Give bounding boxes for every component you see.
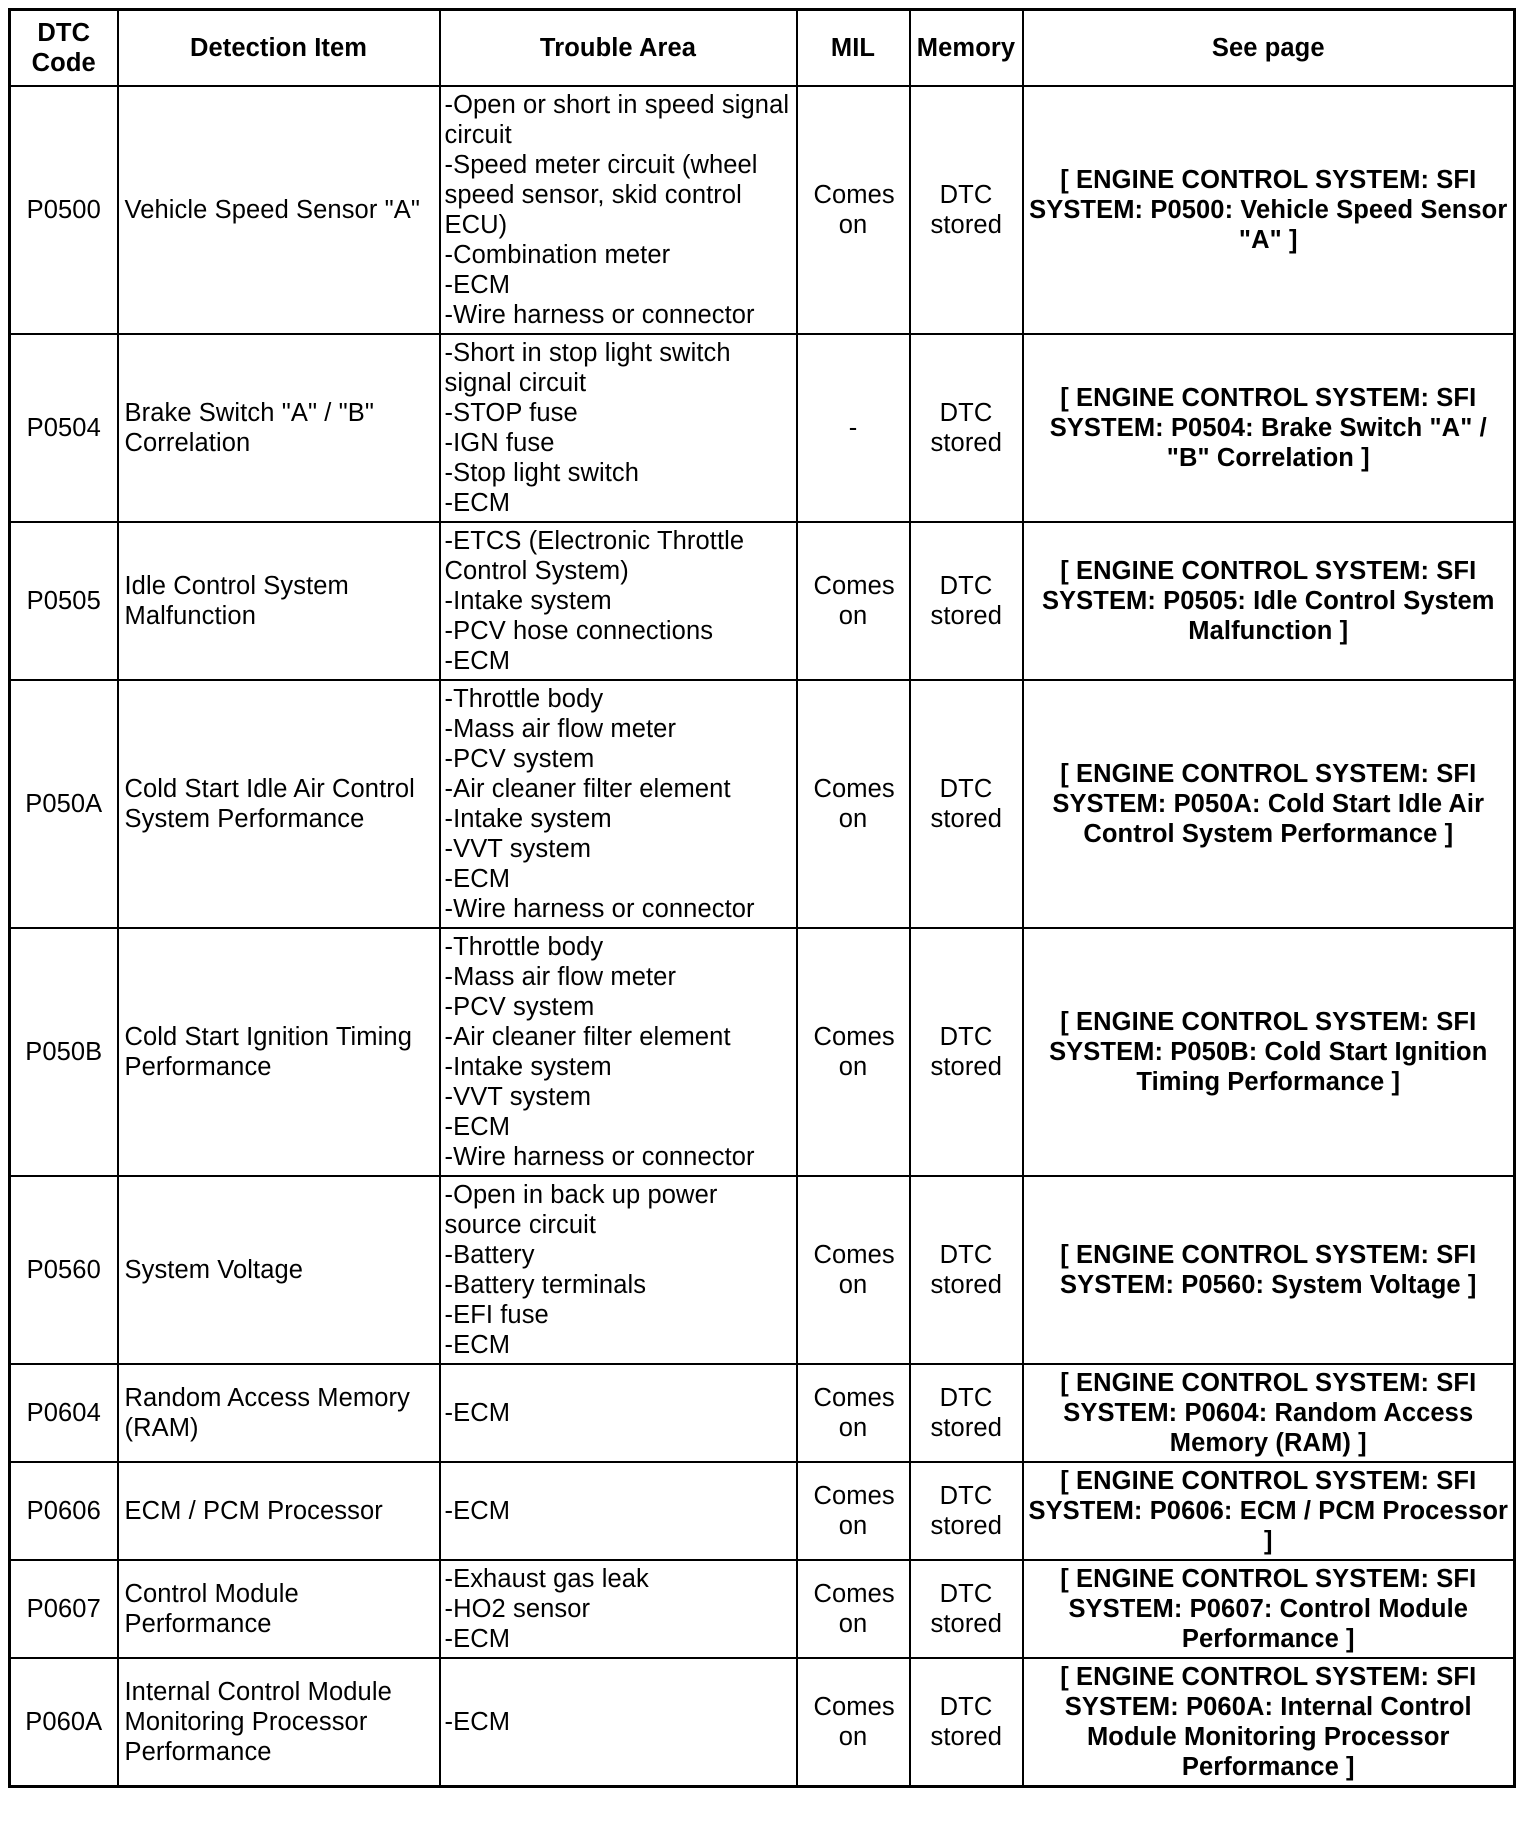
dtc-table-container <box>8 8 1513 1788</box>
table-row <box>10 1658 1515 1787</box>
trouble-area-line: -ECM <box>444 1331 511 1359</box>
trouble-area-cell <box>440 680 797 928</box>
trouble-area-line: -Air cleaner filter element <box>444 1023 731 1051</box>
memory-cell: DTC stored <box>910 86 1023 334</box>
trouble-area-line: -PCV system <box>444 993 595 1021</box>
table-body <box>10 86 1515 1787</box>
detection-item-cell: Cold Start Ignition Timing Performance <box>118 928 440 1176</box>
mil-cell: Comes on <box>797 680 910 928</box>
table-row <box>10 334 1515 522</box>
trouble-area-line: -HO2 sensor <box>444 1595 591 1623</box>
trouble-area-line: -Mass air flow meter <box>444 963 677 991</box>
trouble-area-line: -ECM <box>444 271 511 299</box>
trouble-area-line: -ECM <box>444 865 511 893</box>
trouble-area-line: -Intake system <box>444 805 612 833</box>
see-page-link: [ ENGINE CONTROL SYSTEM: SFI SYSTEM: P0505: Idle Control System Malfunction ] <box>1023 522 1515 680</box>
dtc-code-cell: P0504 <box>10 334 118 522</box>
dtc-table <box>8 8 1516 1788</box>
see-page-link: [ ENGINE CONTROL SYSTEM: SFI SYSTEM: P0606: ECM / PCM Processor ] <box>1023 1462 1515 1560</box>
trouble-area-line: -Mass air flow meter <box>444 715 677 743</box>
mil-cell: Comes on <box>797 522 910 680</box>
trouble-area-cell <box>440 1658 797 1787</box>
trouble-area-line: -Wire harness or connector <box>444 895 755 923</box>
trouble-area-cell <box>440 1176 797 1364</box>
see-page-link: [ ENGINE CONTROL SYSTEM: SFI SYSTEM: P0500: Vehicle Speed Sensor "A" ] <box>1023 86 1515 334</box>
table-row <box>10 1462 1515 1560</box>
trouble-area-line: -VVT system <box>444 1083 592 1111</box>
trouble-area-line: -Open in back up power source circuit <box>444 1181 718 1239</box>
trouble-area-line: -ECM <box>444 1708 511 1736</box>
trouble-area-line: -Exhaust gas leak <box>444 1565 649 1593</box>
memory-cell: DTC stored <box>910 1176 1023 1364</box>
trouble-area-cell <box>440 1462 797 1560</box>
table-row <box>10 1560 1515 1658</box>
see-page-link: [ ENGINE CONTROL SYSTEM: SFI SYSTEM: P0604: Random Access Memory (RAM) ] <box>1023 1364 1515 1462</box>
dtc-code-cell: P0604 <box>10 1364 118 1462</box>
trouble-area-line: -Stop light switch <box>444 459 640 487</box>
trouble-area-line: -Air cleaner filter element <box>444 775 731 803</box>
mil-cell: Comes on <box>797 1560 910 1658</box>
trouble-area-cell <box>440 1364 797 1462</box>
memory-cell: DTC stored <box>910 334 1023 522</box>
trouble-area-line: -ECM <box>444 489 511 517</box>
memory-cell: DTC stored <box>910 1658 1023 1787</box>
see-page-link: [ ENGINE CONTROL SYSTEM: SFI SYSTEM: P050B: Cold Start Ignition Timing Performance ] <box>1023 928 1515 1176</box>
detection-item-cell: Vehicle Speed Sensor "A" <box>118 86 440 334</box>
trouble-area-line: -ECM <box>444 1625 511 1653</box>
see-page-link: [ ENGINE CONTROL SYSTEM: SFI SYSTEM: P060A: Internal Control Module Monitoring Processor Performance ] <box>1023 1658 1515 1787</box>
memory-cell: DTC stored <box>910 928 1023 1176</box>
trouble-area-line: -Open or short in speed signal circuit <box>444 91 790 149</box>
trouble-area-line: -Throttle body <box>444 933 604 961</box>
detection-item-cell: Brake Switch "A" / "B" Correlation <box>118 334 440 522</box>
trouble-area-line: -PCV system <box>444 745 595 773</box>
trouble-area-line: -Combination meter <box>444 241 671 269</box>
trouble-area-line: -ETCS (Electronic Throttle Control System) <box>444 527 745 585</box>
header-memory: Memory <box>910 10 1023 87</box>
trouble-area-line: -IGN fuse <box>444 429 555 457</box>
trouble-area-line: -EFI fuse <box>444 1301 549 1329</box>
see-page-link: [ ENGINE CONTROL SYSTEM: SFI SYSTEM: P0560: System Voltage ] <box>1023 1176 1515 1364</box>
detection-item-cell: Internal Control Module Monitoring Processor Performance <box>118 1658 440 1787</box>
mil-cell: Comes on <box>797 1658 910 1787</box>
trouble-area-line: -ECM <box>444 1113 511 1141</box>
header-mil: MIL <box>797 10 910 87</box>
table-row <box>10 1176 1515 1364</box>
dtc-code-cell: P0505 <box>10 522 118 680</box>
dtc-code-cell: P050A <box>10 680 118 928</box>
see-page-link: [ ENGINE CONTROL SYSTEM: SFI SYSTEM: P0504: Brake Switch "A" / "B" Correlation ] <box>1023 334 1515 522</box>
trouble-area-cell <box>440 86 797 334</box>
detection-item-cell: Cold Start Idle Air Control System Performance <box>118 680 440 928</box>
dtc-code-cell: P060A <box>10 1658 118 1787</box>
detection-item-cell: ECM / PCM Processor <box>118 1462 440 1560</box>
see-page-link: [ ENGINE CONTROL SYSTEM: SFI SYSTEM: P050A: Cold Start Idle Air Control System Performance ] <box>1023 680 1515 928</box>
trouble-area-line: -Short in stop light switch signal circuit <box>444 339 731 397</box>
memory-cell: DTC stored <box>910 1560 1023 1658</box>
header-detection-item: Detection Item <box>118 10 440 87</box>
memory-cell: DTC stored <box>910 1462 1023 1560</box>
mil-cell: Comes on <box>797 1364 910 1462</box>
see-page-link: [ ENGINE CONTROL SYSTEM: SFI SYSTEM: P0607: Control Module Performance ] <box>1023 1560 1515 1658</box>
mil-cell: Comes on <box>797 1176 910 1364</box>
table-row <box>10 680 1515 928</box>
memory-cell: DTC stored <box>910 680 1023 928</box>
table-row <box>10 522 1515 680</box>
header-trouble-area: Trouble Area <box>440 10 797 87</box>
trouble-area-line: -STOP fuse <box>444 399 578 427</box>
dtc-code-cell: P050B <box>10 928 118 1176</box>
table-header <box>10 10 1515 87</box>
trouble-area-cell <box>440 928 797 1176</box>
header-dtc-code: DTC Code <box>10 10 118 87</box>
dtc-code-cell: P0560 <box>10 1176 118 1364</box>
memory-cell: DTC stored <box>910 1364 1023 1462</box>
detection-item-cell: Idle Control System Malfunction <box>118 522 440 680</box>
trouble-area-line: -Wire harness or connector <box>444 1143 755 1171</box>
trouble-area-line: -Intake system <box>444 587 612 615</box>
trouble-area-cell <box>440 522 797 680</box>
mil-cell: - <box>797 334 910 522</box>
trouble-area-line: -Speed meter circuit (wheel speed sensor, skid control ECU) <box>444 151 758 239</box>
detection-item-cell: System Voltage <box>118 1176 440 1364</box>
detection-item-cell: Random Access Memory (RAM) <box>118 1364 440 1462</box>
header-see-page: See page <box>1023 10 1515 87</box>
trouble-area-cell <box>440 1560 797 1658</box>
trouble-area-line: -Battery <box>444 1241 535 1269</box>
header-row <box>10 10 1515 87</box>
trouble-area-line: -ECM <box>444 647 511 675</box>
trouble-area-line: -Wire harness or connector <box>444 301 755 329</box>
trouble-area-cell <box>440 334 797 522</box>
dtc-code-cell: P0607 <box>10 1560 118 1658</box>
dtc-code-cell: P0606 <box>10 1462 118 1560</box>
dtc-code-cell: P0500 <box>10 86 118 334</box>
mil-cell: Comes on <box>797 86 910 334</box>
mil-cell: Comes on <box>797 928 910 1176</box>
memory-cell: DTC stored <box>910 522 1023 680</box>
mil-cell: Comes on <box>797 1462 910 1560</box>
trouble-area-line: -Throttle body <box>444 685 604 713</box>
trouble-area-line: -PCV hose connections <box>444 617 714 645</box>
table-row <box>10 1364 1515 1462</box>
trouble-area-line: -ECM <box>444 1497 511 1525</box>
trouble-area-line: -ECM <box>444 1399 511 1427</box>
trouble-area-line: -Intake system <box>444 1053 612 1081</box>
detection-item-cell: Control Module Performance <box>118 1560 440 1658</box>
table-row <box>10 86 1515 334</box>
trouble-area-line: -VVT system <box>444 835 592 863</box>
table-row <box>10 928 1515 1176</box>
trouble-area-line: -Battery terminals <box>444 1271 647 1299</box>
